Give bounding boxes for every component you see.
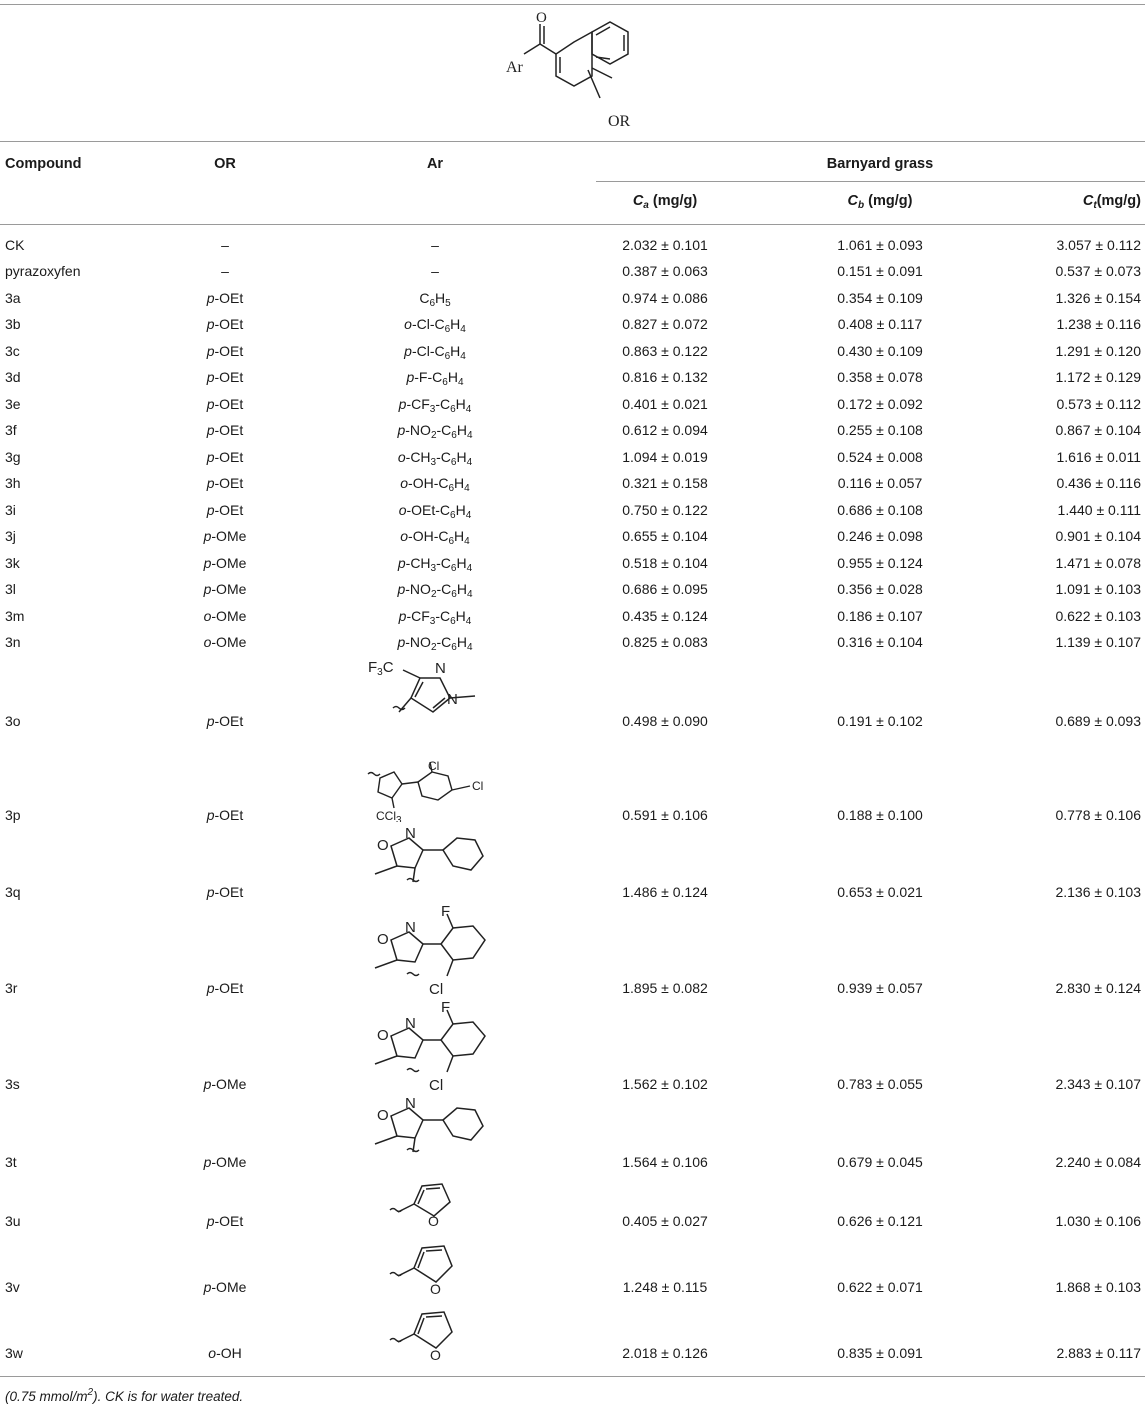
cell-compound: 3w [5, 1345, 23, 1361]
cell-cb: 0.408 ± 0.117 [837, 316, 923, 332]
cell-cb: 0.358 ± 0.078 [837, 369, 923, 385]
cell-ar: $p-NO_2-C_6H_4$ [397, 422, 473, 441]
n-label-3s: N [405, 1015, 416, 1032]
cell-ct: 1.091 ± 0.103 [1055, 581, 1141, 597]
cell-ct: 0.778 ± 0.106 [1055, 807, 1141, 823]
cell-compound: 3v [5, 1279, 20, 1295]
cell-or: – [221, 237, 229, 253]
structure-3q [365, 826, 505, 892]
cell-ca: 0.863 ± 0.122 [622, 343, 708, 359]
f-label-3r: F [441, 904, 451, 920]
cell-ct: 1.291 ± 0.120 [1055, 343, 1141, 359]
table-row [0, 261, 1145, 281]
cell-ct: 0.901 ± 0.104 [1055, 528, 1141, 544]
table-row [0, 235, 1145, 255]
cell-or: p-OEt [206, 343, 244, 359]
cell-ca: 0.816 ± 0.132 [622, 369, 708, 385]
general-structure [500, 8, 660, 138]
cell-cb: 0.116 ± 0.057 [837, 475, 923, 491]
cell-or: p-OEt [206, 1213, 244, 1229]
cell-compound: 3g [5, 449, 21, 465]
table-row [0, 805, 1145, 825]
cell-ar: $p-F-C_6H_4$ [406, 369, 464, 388]
cell-compound: 3t [5, 1154, 17, 1170]
cell-ca: 1.895 ± 0.082 [622, 980, 708, 996]
cell-cb: 0.172 ± 0.092 [837, 396, 923, 412]
cell-cb: 0.354 ± 0.109 [837, 290, 923, 306]
table-row [0, 367, 1145, 387]
cell-ct: 2.343 ± 0.107 [1055, 1076, 1141, 1092]
cell-compound: 3r [5, 980, 18, 996]
cell-compound: 3j [5, 528, 16, 544]
cell-compound: 3b [5, 316, 21, 332]
cell-or: p-OMe [203, 1279, 247, 1295]
cell-or: p-OEt [206, 316, 244, 332]
table-row [0, 314, 1145, 334]
cell-ca: 0.321 ± 0.158 [622, 475, 708, 491]
cell-cb: 0.246 ± 0.098 [837, 528, 923, 544]
cell-cb: 0.622 ± 0.071 [837, 1279, 923, 1295]
cell-cb: 0.316 ± 0.104 [837, 634, 923, 650]
cell-ca: 0.405 ± 0.027 [622, 1213, 708, 1229]
table-row [0, 500, 1145, 520]
cl-label-3r: Cl [429, 981, 444, 996]
cell-ar: $p-CF_3-C_6H_4$ [398, 608, 472, 627]
cell-ca: 0.612 ± 0.094 [622, 422, 708, 438]
cell-compound: 3k [5, 555, 20, 571]
cell-compound: 3n [5, 634, 21, 650]
header-ca: $C_a$ (mg/g) [632, 193, 698, 211]
cell-ca: 0.435 ± 0.124 [622, 608, 708, 624]
structure-3t [365, 1096, 505, 1168]
table-row [0, 1152, 1145, 1172]
cell-ar: $p-CH_3-C_6H_4$ [397, 555, 473, 574]
cell-ar: $p-CF_3-C_6H_4$ [398, 396, 472, 415]
header-rule [0, 141, 1145, 142]
cell-compound: 3m [5, 608, 25, 624]
table-row [0, 632, 1145, 652]
cell-or: p-OEt [206, 369, 244, 385]
n-label-2: N [447, 691, 458, 708]
table-row [0, 1343, 1145, 1363]
or-label: OR [608, 113, 631, 130]
top-rule [0, 4, 1145, 5]
structure-3o [365, 656, 505, 724]
cell-compound: 3p [5, 807, 21, 823]
o-label-3w: O [430, 1347, 441, 1363]
cell-cb: 0.939 ± 0.057 [837, 980, 923, 996]
cell-ct: 3.057 ± 0.112 [1056, 237, 1141, 253]
cell-or: p-OEt [206, 713, 244, 729]
o-label-3t: O [377, 1107, 389, 1124]
cell-ar: $C_6H_5$ [419, 290, 451, 309]
cell-ct: 0.573 ± 0.112 [1056, 396, 1141, 412]
header-or: OR [214, 156, 236, 172]
n-label-3t: N [405, 1096, 416, 1112]
cell-or: p-OEt [206, 475, 244, 491]
table-row [0, 341, 1145, 361]
cell-ca: 0.498 ± 0.090 [622, 713, 708, 729]
f-label-3s: F [441, 1000, 451, 1016]
table-row [0, 288, 1145, 308]
cell-or: p-OEt [206, 396, 244, 412]
cell-cb: 0.255 ± 0.108 [837, 422, 923, 438]
table-row [0, 978, 1145, 998]
cell-ca: 0.518 ± 0.104 [622, 555, 708, 571]
cell-ca: 1.564 ± 0.106 [622, 1154, 708, 1170]
cell-or: p-OMe [203, 555, 247, 571]
cell-compound: CK [5, 237, 25, 253]
header-ct-unit: (mg/g) [1096, 193, 1141, 209]
cell-cb: 0.835 ± 0.091 [837, 1345, 923, 1361]
cell-ca: 2.018 ± 0.126 [622, 1345, 708, 1361]
cell-ca: 0.591 ± 0.106 [622, 807, 708, 823]
cell-ca: 0.974 ± 0.086 [622, 290, 708, 306]
cell-compound: 3h [5, 475, 21, 491]
n-label-3r: N [405, 919, 416, 936]
table-row [0, 711, 1145, 731]
table-row [0, 579, 1145, 599]
cell-ca: 1.486 ± 0.124 [622, 884, 708, 900]
cell-ct: 1.616 ± 0.011 [1056, 449, 1141, 465]
cell-or: p-OEt [206, 502, 244, 518]
cell-or: – [221, 263, 229, 279]
cell-ca: 1.094 ± 0.019 [622, 449, 708, 465]
cell-ct: 0.867 ± 0.104 [1055, 422, 1141, 438]
cell-ct: 0.436 ± 0.116 [1056, 475, 1141, 491]
table-row [0, 1211, 1145, 1231]
o-label-3s: O [377, 1027, 389, 1044]
cell-ar: $o-OEt-C_6H_4$ [398, 502, 472, 521]
cell-or: p-OEt [206, 980, 244, 996]
cell-ar: $o-OH-C_6H_4$ [400, 475, 470, 494]
cl-label-3p-2: Cl [472, 779, 484, 793]
cell-ca: 0.401 ± 0.021 [622, 396, 708, 412]
cell-ca: 1.562 ± 0.102 [622, 1076, 708, 1092]
table-row [0, 420, 1145, 440]
cell-ct: 2.136 ± 0.103 [1055, 884, 1141, 900]
header-ca-unit: (mg/g) [652, 193, 698, 209]
o-label-3r: O [377, 931, 389, 948]
cell-cb: 0.151 ± 0.091 [837, 263, 923, 279]
o-label-3v: O [430, 1281, 441, 1297]
header-compound: Compound [5, 156, 82, 172]
cell-ct: 0.622 ± 0.103 [1055, 608, 1141, 624]
header-barnyard-grass: Barnyard grass [826, 156, 934, 172]
cell-cb: 0.191 ± 0.102 [837, 713, 923, 729]
structure-3w [380, 1302, 470, 1366]
cell-or: p-OEt [206, 449, 244, 465]
footnote: (0.75 mmol/$m^2$). CK is for water treated. [5, 1387, 244, 1404]
cell-compound: 3i [5, 502, 16, 518]
cell-cb: 1.061 ± 0.093 [837, 237, 923, 253]
table-row [0, 473, 1145, 493]
structure-3s [365, 1000, 505, 1092]
cell-cb: 0.524 ± 0.008 [837, 449, 923, 465]
cell-cb: 0.626 ± 0.121 [837, 1213, 923, 1229]
cell-ct: 1.030 ± 0.106 [1055, 1213, 1141, 1229]
cell-ar: $p-NO_2-C_6H_4$ [397, 581, 473, 600]
table-row [0, 447, 1145, 467]
table-row [0, 606, 1145, 626]
cell-ar: $p-Cl-C_6H_4$ [404, 343, 466, 362]
header-ar: Ar [426, 156, 444, 172]
cell-or: p-OEt [206, 422, 244, 438]
cell-cb: 0.356 ± 0.028 [837, 581, 923, 597]
cell-compound: pyrazoxyfen [5, 263, 81, 279]
structure-3p [360, 760, 520, 822]
cell-ar: – [431, 237, 439, 253]
bottom-rule [0, 1376, 1145, 1377]
cell-ar: $o-OH-C_6H_4$ [400, 528, 470, 547]
f3c-label: $F_3C$ [368, 659, 394, 678]
n-label: N [435, 660, 446, 677]
cell-cb: 0.653 ± 0.021 [837, 884, 923, 900]
cell-compound: 3d [5, 369, 21, 385]
cell-ct: 0.537 ± 0.073 [1055, 263, 1141, 279]
table-row [0, 1277, 1145, 1297]
cell-or: p-OEt [206, 807, 244, 823]
o-label-3u: O [428, 1213, 439, 1229]
cell-or: o-OH [208, 1345, 242, 1361]
cell-cb: 0.430 ± 0.109 [837, 343, 923, 359]
cell-ct: 2.830 ± 0.124 [1055, 980, 1141, 996]
cell-compound: 3a [5, 290, 21, 306]
cell-cb: 0.679 ± 0.045 [837, 1154, 923, 1170]
cell-ca: 0.750 ± 0.122 [622, 502, 708, 518]
header-cb: $C_b$ (mg/g) [847, 193, 913, 211]
cell-ct: 1.326 ± 0.154 [1055, 290, 1141, 306]
cell-compound: 3u [5, 1213, 21, 1229]
cell-ca: 1.248 ± 0.115 [622, 1279, 708, 1295]
cell-ar: $o-CH_3-C_6H_4$ [397, 449, 473, 468]
carbonyl-o-label: O [536, 10, 547, 26]
cell-or: p-OMe [203, 581, 247, 597]
o-label-3q: O [377, 837, 389, 854]
cell-or: p-OEt [206, 884, 244, 900]
cell-ct: 1.868 ± 0.103 [1055, 1279, 1141, 1295]
structure-3u [380, 1176, 470, 1234]
cell-or: p-OMe [203, 1076, 247, 1092]
cell-ct: 2.883 ± 0.117 [1056, 1345, 1141, 1361]
cell-compound: 3e [5, 396, 21, 412]
cell-cb: 0.783 ± 0.055 [837, 1076, 923, 1092]
table-row [0, 882, 1145, 902]
cell-cb: 0.188 ± 0.100 [837, 807, 923, 823]
cell-compound: 3l [5, 581, 16, 597]
cell-ca: 0.825 ± 0.083 [622, 634, 708, 650]
cell-ct: 1.238 ± 0.116 [1056, 316, 1141, 332]
cell-ct: 1.139 ± 0.107 [1055, 634, 1141, 650]
cell-or: p-OMe [203, 528, 247, 544]
cl-label-3s: Cl [429, 1077, 444, 1092]
cell-compound: 3c [5, 343, 20, 359]
header-cb-unit: (mg/g) [868, 193, 913, 209]
cell-cb: 0.686 ± 0.108 [837, 502, 923, 518]
table-row [0, 553, 1145, 573]
ccl3-label: CCl$_3$ [376, 809, 402, 822]
cl-label-3p-1: Cl [428, 760, 440, 773]
table-row [0, 526, 1145, 546]
structure-3v [380, 1236, 470, 1300]
cell-or: p-OEt [206, 290, 244, 306]
cell-or: o-OMe [203, 608, 247, 624]
cell-ca: 0.387 ± 0.063 [622, 263, 708, 279]
cell-ca: 2.032 ± 0.101 [622, 237, 708, 253]
cell-ar: – [431, 263, 439, 279]
cell-ct: 0.689 ± 0.093 [1055, 713, 1141, 729]
n-label-3q: N [405, 826, 416, 842]
cell-compound: 3f [5, 422, 17, 438]
structure-3r [365, 904, 505, 996]
subheader-rule [0, 224, 1145, 225]
cell-cb: 0.955 ± 0.124 [837, 555, 923, 571]
cell-ct: 1.172 ± 0.129 [1055, 369, 1141, 385]
cell-ct: 1.440 ± 0.111 [1057, 502, 1141, 518]
cell-ca: 0.827 ± 0.072 [622, 316, 708, 332]
group-rule [596, 181, 1145, 182]
cell-or: p-OMe [203, 1154, 247, 1170]
cell-or: o-OMe [203, 634, 247, 650]
cell-compound: 3q [5, 884, 21, 900]
cell-cb: 0.186 ± 0.107 [837, 608, 923, 624]
ar-label: Ar [506, 59, 523, 76]
table-row [0, 1074, 1145, 1094]
cell-ar: $o-Cl-C_6H_4$ [404, 316, 466, 335]
cell-ar: $p-NO_2-C_6H_4$ [397, 634, 473, 653]
cell-ca: 0.655 ± 0.104 [622, 528, 708, 544]
header-ct: $C_t(mg/g)$ [1082, 193, 1141, 211]
cell-ct: 2.240 ± 0.084 [1055, 1154, 1141, 1170]
cell-compound: 3o [5, 713, 21, 729]
cell-ct: 1.471 ± 0.078 [1055, 555, 1141, 571]
cell-compound: 3s [5, 1076, 20, 1092]
table-row [0, 394, 1145, 414]
cell-ca: 0.686 ± 0.095 [622, 581, 708, 597]
